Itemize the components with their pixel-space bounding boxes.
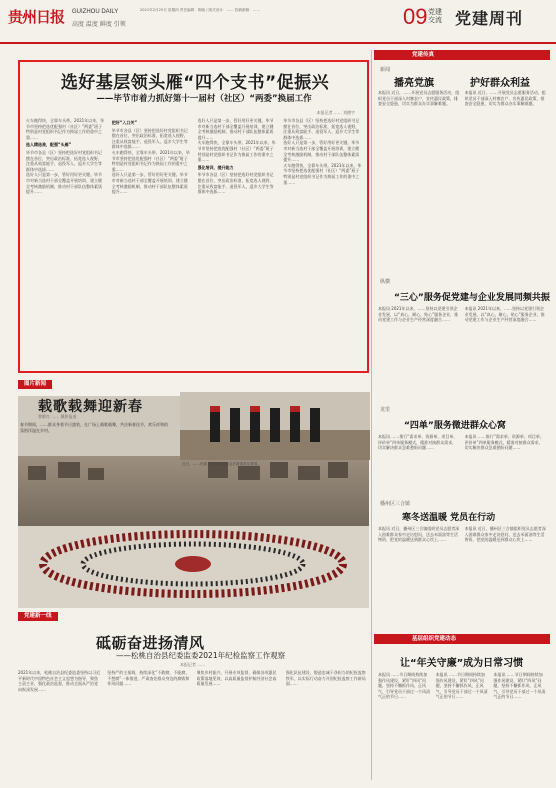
article-text: 本报讯 近日，播州区三合镇组织党员志愿者深入困难群众家中走访慰问，送去米面油等生活物资，把党的温暖送到群众心坎上…… xyxy=(378,526,460,542)
headline-2[interactable]: “三心”服务促党建与企业发展同频共振 xyxy=(394,293,550,303)
lead-paragraph: 火车跑得快，全靠车头带。2021年以来，毕节市坚持把选优配强村（社区）“两委”班子特别是村党组织书记作为换届工作的重中之重…… xyxy=(283,162,362,185)
lead-article[interactable] xyxy=(18,60,369,373)
article-3-body xyxy=(378,434,546,494)
lead-paragraph: 选好人只是第一步，管好用好更关键。毕节市对新当选村干部全覆盖开展培训，建立健全考核激励机制，推动村干部队伍整体素质提升…… xyxy=(283,140,360,163)
section-bar-news: 党建传真 xyxy=(374,50,550,60)
headline-3[interactable]: “四单”服务微进群众心窝 xyxy=(404,421,506,431)
lead-section-heading: 强化培训，提升能力 xyxy=(197,164,234,170)
lead-paragraph: 火车跑得快，全靠车头带。2021年以来，毕节市坚持把选优配强村（社区）“两委”班子特别是村党组织书记作为换届工作的重中之重…… xyxy=(26,118,105,140)
section-label: 龙里 xyxy=(380,407,391,413)
article-4-body xyxy=(378,526,546,628)
inset-caption: 近日，……民族文化表演吸引众多游客驻足观看。 xyxy=(182,462,262,466)
article-text: 本报讯 近日，……开展党员志愿服务活动，组织党员干部深入村寨农户，宣传惠民政策，排查安全隐患，切实为群众办实事解难题。 xyxy=(464,90,546,106)
logo-english: GUIZHOU DAILY xyxy=(72,9,119,15)
page-tag xyxy=(428,8,442,24)
article-2-body xyxy=(378,306,546,386)
article-text: 本报讯 ……节日期间持续加强作风建设，紧盯“四风”问题，坚持不懈抓作风、正风气，引导党员干部过一个风清气正的节日…… xyxy=(378,672,430,699)
article-text: 本报讯 ……节日期间持续加强作风建设，紧盯“四风”问题，坚持不懈抓作风、正风气，引导党员干部过一个风清气正的节日…… xyxy=(435,672,488,699)
photo-byline: 曾维红 …… 摄影报道 xyxy=(38,414,77,419)
article-text: 本报讯 ……推行“需求单、资源单、项目单、评价单”四单服务模式，精准对接群众需求，切实解决群众急难愁盼问题…… xyxy=(464,434,544,450)
lead-paragraph: 毕节市各县（区）坚持把选好村党组织书记摆在首位，突出政治标准，拓宽选人视野，注重从致富能手、退役军人、返乡大学生等群体中选拔…… xyxy=(197,172,274,195)
lead-paragraph: 选好人只是第一步，管好用好更关键。毕节市对新当选村干部全覆盖开展培训，建立健全考核激励机制，推动村干部队伍整体素质提升…… xyxy=(197,118,274,140)
section-label: 新闻 xyxy=(380,67,391,73)
article-text: 本报讯 近日，……开展党员志愿服务活动，组织党员干部深入村寨农户，宣传惠民政策，排查安全隐患，切实为群众办实事解难题。 xyxy=(378,90,460,106)
photo-caption: 春节期间，……群众身着节日盛装，在广场上载歌载舞，共庆新春佳节，欢乐祥和的氛围洋溢在乡村。 xyxy=(20,422,168,433)
photo-headline: 载歌载舞迎新春 xyxy=(38,399,143,415)
lead-section-heading: 选人精选准，配强“头雁” xyxy=(26,142,72,148)
lead-column xyxy=(198,118,278,368)
page-number: 09 xyxy=(403,4,428,29)
performance-inset-photo[interactable] xyxy=(180,392,370,460)
section-label: 播州区三合镇 xyxy=(380,501,411,507)
lead-paragraph: 选好人只是第一步，管好用好更关键。毕节市对新当选村干部全覆盖开展培训，建立健全考核激励机制，推动村干部队伍整体素质提升…… xyxy=(111,172,188,195)
section-label: 纵横 xyxy=(380,279,391,285)
bottom-column: 强化队伍建设，锻造忠诚干净担当的纪检监察铁军，以实际行动奋力开创纪检监察工作新局面…… xyxy=(285,670,366,686)
page-title: 党建周刊 xyxy=(455,9,524,28)
right-column xyxy=(374,50,550,780)
lead-section-heading: 把好“入口关” xyxy=(111,120,138,125)
lead-paragraph: 选好人只是第一步，管好用好更关键。毕节市对新当选村干部全覆盖开展培训，建立健全考核激励机制，推动村干部队伍整体素质提升…… xyxy=(26,172,102,195)
lead-headline: 选好基层领头雁“四个支书”促振兴 xyxy=(60,73,330,93)
bottom-column: 2021年以来，松桃自治县纪委监委坚持以习近平新时代中国特色社会主义思想为指导，聚焦主责主业，强化政治监督，推动全面从严治党向纵深发展…… xyxy=(18,670,101,692)
bottom-byline: 本报记者 …… xyxy=(180,662,206,667)
lead-paragraph: 火车跑得快，全靠车头带。2021年以来，毕节市坚持把选优配强村（社区）“两委”班子特别是村党组织书记作为换届工作的重中之重…… xyxy=(111,149,190,172)
lead-column xyxy=(112,118,192,368)
lead-paragraph: 毕节市各县（区）坚持把选好村党组织书记摆在首位，突出政治标准，拓宽选人视野，注重从致富能手、退役军人、返乡大学生等群体中选拔…… xyxy=(283,118,360,140)
lead-subheadline: ——毕节市着力抓好第十一届村（社区）“两委”换届工作 xyxy=(96,94,312,104)
headline-4[interactable]: 寒冬送温暖 党员在行动 xyxy=(402,513,496,523)
article-text: 本报讯 ……推行“需求单、资源单、项目单、评价单”四单服务模式，精准对接群众需求，切实解决群众急难愁盼问题…… xyxy=(378,434,458,450)
article-text: 本报讯 2021年以来，……坚持以党建引领企业发展，以“真心、耐心、贴心”服务企业，推动党建工作与企业生产经营深度融合…… xyxy=(378,306,459,322)
column-divider xyxy=(371,50,372,780)
lead-body xyxy=(26,118,363,368)
bottom-column: 聚焦乡村振兴，开展专项监督，确保各项惠民政策落地见效，以高质量监督护航经济社会高质量发展…… xyxy=(196,670,277,686)
lead-paragraph: 毕节市各县（区）坚持把选好村党组织书记摆在首位，突出政治标准，拓宽选人视野，注重从致富能手、退役军人、返乡大学生等群体中选拔…… xyxy=(111,127,188,150)
section-banner-photo: 图片新闻 xyxy=(18,380,52,389)
section-bar-dynamics: 基层组织党建动态 xyxy=(374,634,550,644)
article-1-body xyxy=(378,90,546,170)
lead-column xyxy=(26,118,106,368)
article-text: 本报讯 ……节日期间持续加强作风建设，紧盯“四风”问题，坚持不懈抓作风、正风气，引导党员干部过一个风清气正的节日…… xyxy=(493,672,546,699)
page-tag-line-1: 党建 xyxy=(428,8,442,16)
performance-inset-art xyxy=(180,392,370,460)
bottom-column: 坚持严的主基调，持续深化“不敢腐、不能腐、不想腐”一体推进，严肃查处群众身边的腐败和作风问题…… xyxy=(107,670,190,686)
issue-meta: 2021年2月25日 星期四 责任编辑：陈晓 / 版式设计：…… 投稿邮箱：…… xyxy=(140,8,260,12)
page-tag-line-2: 交流 xyxy=(428,16,442,24)
lead-paragraph: 毕节市各县（区）坚持把选好村党组织书记摆在首位，突出政治标准，拓宽选人视野，注重从致富能手、退役军人、返乡大学生等群体中选拔…… xyxy=(26,149,102,172)
bottom-subheadline: ——松桃自治县纪委监委2021年纪检监察工作观察 xyxy=(116,651,286,660)
newspaper-logo: 贵州日报 xyxy=(8,8,65,26)
headline-5[interactable]: 让“年关守廉”成为日常习惯 xyxy=(400,658,524,669)
article-5-body xyxy=(378,672,546,778)
article-text: 本报讯 2021年以来，……坚持以党建引领企业发展，以“真心、耐心、贴心”服务企业，推动党建工作与企业生产经营深度融合…… xyxy=(464,306,545,322)
bottom-body xyxy=(18,670,369,780)
masthead xyxy=(0,0,556,44)
lead-byline: 本报记者 …… 刘德宇 xyxy=(316,110,355,115)
lead-column xyxy=(283,118,363,368)
article-text: 本报讯 近日，播州区三合镇组织党员志愿者深入困难群众家中走访慰问，送去米面油等生活物资，把党的温暖送到群众心坎上…… xyxy=(464,526,546,542)
bottom-headline[interactable]: 砥砺奋进扬清风 xyxy=(96,634,205,652)
headline-1a[interactable]: 播亮党旗 xyxy=(394,78,434,89)
logo-slogan: 高度 温度 鲜度 引领 xyxy=(72,21,126,28)
section-banner-bottom: 党建新一线 xyxy=(18,612,58,621)
headline-1b[interactable]: 护好群众利益 xyxy=(470,78,530,89)
lead-paragraph: 火车跑得快，全靠车头带。2021年以来，毕节市坚持把选优配强村（社区）“两委”班子特别是村党组织书记作为换届工作的重中之重…… xyxy=(197,140,276,163)
